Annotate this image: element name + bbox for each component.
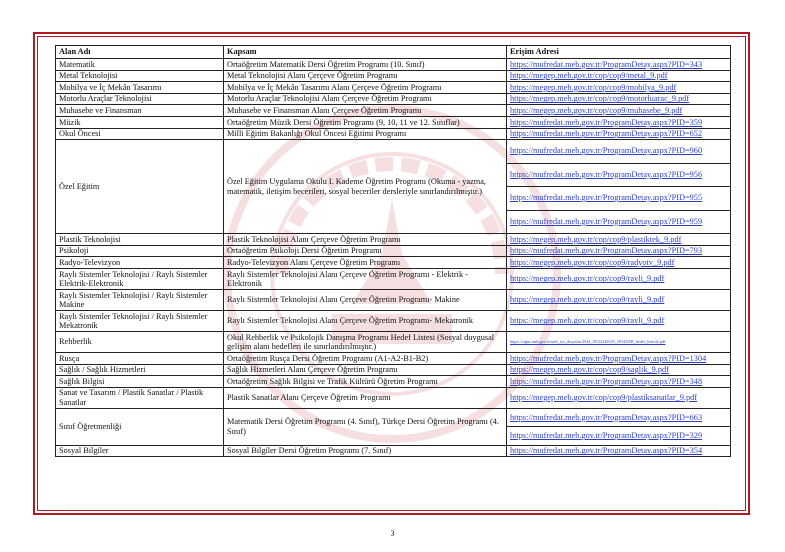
access-link[interactable]: https://mufredat.meb.gov.tr/ProgramDetay.aspx?PID=956 bbox=[507, 164, 730, 188]
cell-kapsam: Raylı Sistemler Teknolojisi Alanı Çerçeve Öğretim Programı- Mekatronik bbox=[224, 310, 507, 331]
cell-alan-adi: Sosyal Bilgiler bbox=[56, 445, 224, 457]
access-link[interactable]: https://megep.meb.gov.tr/cop/cop9/rayli_9.pdf bbox=[507, 268, 731, 289]
access-link[interactable]: https://megep.meb.gov.tr/cop/cop9/rayli_9.pdf bbox=[507, 289, 731, 310]
table-row bbox=[56, 289, 731, 310]
table-row bbox=[56, 128, 731, 140]
access-link[interactable]: https://mufredat.meb.gov.tr/ProgramDetay.aspx?PID=960 bbox=[507, 140, 730, 164]
cell-alan-adi: Raylı Sistemler Teknolojisi / Raylı Sistemler Elektrik-Elektronik bbox=[56, 268, 224, 289]
access-link[interactable]: https://mufredat.meb.gov.tr/ProgramDetay.aspx?PID=354 bbox=[507, 445, 731, 457]
cell-alan-adi: Plastik Teknolojisi bbox=[56, 234, 224, 246]
access-link[interactable]: https://orgm.meb.gov.tr/meb_iys_dosyalar/2024_05/22220529_29143308_hedef_listesi2.pdf bbox=[507, 331, 731, 352]
access-link[interactable]: https://mufredat.meb.gov.tr/ProgramDetay.aspx?PID=1304 bbox=[507, 352, 731, 364]
cell-kapsam: Sosyal Bilgiler Dersi Öğretim Programı (7. Sınıf) bbox=[224, 445, 507, 457]
cell-alan-adi: Muhasebe ve Finansman bbox=[56, 105, 224, 117]
cell-alan-adi: Özel Eğitim bbox=[56, 140, 224, 234]
cell-kapsam: Özel Eğitim Uygulama Okulu I. Kademe Öğretim Programı (Okuma - yazma, matematik, iletişim becerileri, sosyal beceriler dersleriyle sınırlandırılmıştır.) bbox=[224, 140, 507, 234]
access-link[interactable]: https://mufredat.meb.gov.tr/ProgramDetay.aspx?PID=343 bbox=[507, 59, 731, 71]
access-link[interactable]: https://mufredat.meb.gov.tr/ProgramDetay.aspx?PID=348 bbox=[507, 376, 731, 388]
cell-kapsam: Ortaöğretim Matematik Dersi Öğretim Programı (10. Sınıf) bbox=[224, 59, 507, 71]
cell-alan-adi: Sanat ve Tasarım / Plastik Sanatlar / Plastik Sanatlar bbox=[56, 387, 224, 408]
access-link[interactable]: https://mufredat.meb.gov.tr/ProgramDetay.aspx?PID=663 bbox=[507, 409, 730, 428]
table-row bbox=[56, 82, 731, 94]
header-kapsam: Kapsam bbox=[224, 46, 507, 59]
table-row bbox=[56, 408, 731, 445]
cell-alan-adi: Radyo-Televizyon bbox=[56, 257, 224, 269]
cell-alan-adi: Sınıf Öğretmenliği bbox=[56, 408, 224, 445]
access-link[interactable]: https://megep.meb.gov.tr/cop/cop9/mobilya_9.pdf bbox=[507, 82, 731, 94]
access-link[interactable]: https://megep.meb.gov.tr/cop/cop9/radyotv_9.pdf bbox=[507, 257, 731, 269]
cell-alan-adi: Raylı Sistemler Teknolojisi / Raylı Sistemler Makine bbox=[56, 289, 224, 310]
table-row bbox=[56, 331, 731, 352]
cell-alan-adi: Rehberlik bbox=[56, 331, 224, 352]
table-row bbox=[56, 70, 731, 82]
access-link[interactable]: https://mufredat.meb.gov.tr/ProgramDetay.aspx?PID=329 bbox=[510, 431, 703, 441]
table-row bbox=[56, 257, 731, 269]
cell-kapsam: Raylı Sistemler Teknolojisi Alanı Çerçeve Öğretim Programı - Elektrik - Elektronik bbox=[224, 268, 507, 289]
cell-kapsam: Sağlık Hizmetleri Alanı Çerçeve Öğretim Programı bbox=[224, 364, 507, 376]
table-header-row bbox=[56, 46, 731, 59]
access-link[interactable]: https://megep.meb.gov.tr/cop/cop9/rayli_9.pdf bbox=[507, 310, 731, 331]
table-row bbox=[56, 59, 731, 71]
cell-alan-adi: Psikoloji bbox=[56, 245, 224, 257]
table-row bbox=[56, 352, 731, 364]
table-row bbox=[56, 116, 731, 128]
cell-kapsam: Motorlu Araçlar Teknolojisi Alanı Çerçeve Öğretim Programı bbox=[224, 93, 507, 105]
cell-kapsam: Plastik Teknolojisi Alanı Çerçeve Öğretim Programı bbox=[224, 234, 507, 246]
access-link[interactable]: https://mufredat.meb.gov.tr/ProgramDetay.aspx?PID=359 bbox=[507, 116, 731, 128]
cell-erisim-adresi bbox=[507, 140, 731, 234]
curriculum-table bbox=[55, 45, 731, 457]
cell-alan-adi: Matematik bbox=[56, 59, 224, 71]
table-row bbox=[56, 310, 731, 331]
cell-alan-adi: Mobilya ve İç Mekân Tasarımı bbox=[56, 82, 224, 94]
access-link[interactable]: https://megep.meb.gov.tr/cop/cop9/plastiktek_9.pdf bbox=[507, 234, 731, 246]
page-number: 3 bbox=[390, 529, 395, 538]
table-row bbox=[56, 364, 731, 376]
cell-kapsam: Matematik Dersi Öğretim Programı (4. Sınıf), Türkçe Dersi Öğretim Programı (4. Sınıf) bbox=[224, 408, 507, 445]
cell-kapsam: Milli Eğitim Bakanlığı Okul Öncesi Eğitimi Programı bbox=[224, 128, 507, 140]
access-link[interactable]: https://megep.meb.gov.tr/cop/cop9/motorluarac_9.pdf bbox=[507, 93, 731, 105]
cell-kapsam: Radyo-Televizyon Alanı Çerçeve Öğretim Programı bbox=[224, 257, 507, 269]
access-link[interactable]: https://megep.meb.gov.tr/cop/cop9/metal_9.pdf bbox=[507, 70, 731, 82]
access-link[interactable]: https://megep.meb.gov.tr/cop/cop9/muhasebe_9.pdf bbox=[507, 105, 731, 117]
cell-alan-adi: Sağlık / Sağlık Hizmetleri bbox=[56, 364, 224, 376]
table-row bbox=[56, 105, 731, 117]
access-link[interactable]: https://megep.meb.gov.tr/cop/cop9/plastiksanatlar_9.pdf bbox=[507, 387, 731, 408]
access-link[interactable]: https://megep.meb.gov.tr/cop/cop9/saglik_9.pdf bbox=[507, 364, 731, 376]
access-link[interactable]: https://mufredat.meb.gov.tr/ProgramDetay.aspx?PID=652 bbox=[507, 128, 731, 140]
cell-kapsam: Ortaöğretim Rusça Dersi Öğretim Programı (A1-A2-B1-B2) bbox=[224, 352, 507, 364]
cell-erisim-adresi bbox=[507, 408, 731, 445]
cell-alan-adi: Motorlu Araçlar Teknolojisi bbox=[56, 93, 224, 105]
access-link[interactable]: https://mufredat.meb.gov.tr/ProgramDetay.aspx?PID=955 bbox=[507, 187, 730, 211]
table-row bbox=[56, 268, 731, 289]
table-row bbox=[56, 387, 731, 408]
cell-alan-adi: Rusça bbox=[56, 352, 224, 364]
cell-alan-adi: Metal Teknolojisi bbox=[56, 70, 224, 82]
header-erisim-adresi: Erişim Adresi bbox=[507, 46, 731, 59]
table-row bbox=[56, 376, 731, 388]
cell-kapsam: Mobilya ve İç Mekân Tasarımı Alanı Çerçeve Öğretim Programı bbox=[224, 82, 507, 94]
cell-kapsam: Ortaöğretim Sağlık Bilgisi ve Trafik Kültürü Öğretim Programı bbox=[224, 376, 507, 388]
access-link[interactable]: https://mufredat.meb.gov.tr/ProgramDetay.aspx?PID=793 bbox=[507, 245, 731, 257]
table-row bbox=[56, 140, 731, 234]
cell-kapsam: Ortaöğretim Müzik Dersi Öğretim Programı (9, 10, 11 ve 12. Sınıflar) bbox=[224, 116, 507, 128]
table-row bbox=[56, 93, 731, 105]
table-row bbox=[56, 445, 731, 457]
cell-alan-adi: Raylı Sistemler Teknolojisi / Raylı Sistemler Mekatronik bbox=[56, 310, 224, 331]
access-link[interactable]: https://mufredat.meb.gov.tr/ProgramDetay.aspx?PID=959 bbox=[510, 216, 703, 226]
cell-kapsam: Raylı Sistemler Teknolojisi Alanı Çerçeve Öğretim Programı- Makine bbox=[224, 289, 507, 310]
cell-kapsam: Metal Teknolojisi Alanı Çerçeve Öğretim Programı bbox=[224, 70, 507, 82]
cell-kapsam: Okul Rehberlik ve Psikolojik Danışma Programı Hedef Listesi (Sosyal duygusal gelişim alanı hedefleri ile sınırlandırılmıştır.) bbox=[224, 331, 507, 352]
cell-kapsam: Ortaöğretim Psikoloji Dersi Öğretim Programı bbox=[224, 245, 507, 257]
cell-alan-adi: Müzik bbox=[56, 116, 224, 128]
cell-alan-adi: Sağlık Bilgisi bbox=[56, 376, 224, 388]
cell-kapsam: Muhasebe ve Finansman Alanı Çerçeve Öğretim Programı bbox=[224, 105, 507, 117]
cell-alan-adi: Okul Öncesi bbox=[56, 128, 224, 140]
table-row bbox=[56, 234, 731, 246]
table-row bbox=[56, 245, 731, 257]
cell-kapsam: Plastik Sanatlar Alanı Çerçeve Öğretim Programı bbox=[224, 387, 507, 408]
header-alan-adi: Alan Adı bbox=[56, 46, 224, 59]
